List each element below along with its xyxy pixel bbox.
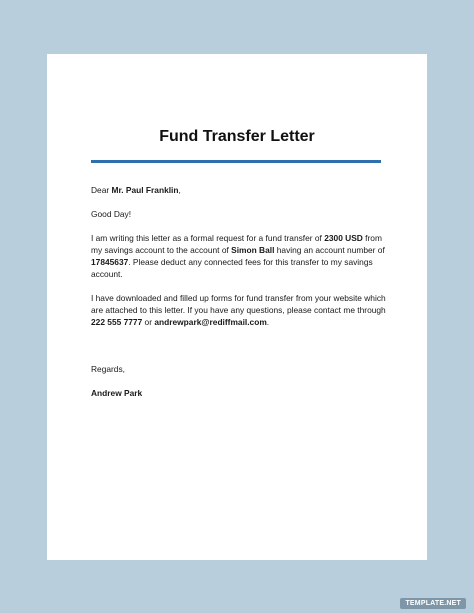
account-number: 17845637 [91,257,129,267]
greeting: Good Day! [91,209,132,219]
para2-text-3: . [266,317,270,327]
para2-text-1: I have downloaded and filled up forms for fund transfer from your website which are attached to this letter. If you have any questions, please contact me through [91,293,386,315]
title-underline [91,160,381,163]
para1-text-1: I am writing this letter as a formal request for a fund transfer of [91,233,325,243]
para1-text-2: from my savings account to the account of [91,233,382,255]
para2-text-2: or [142,317,155,327]
closing: Regards, [91,364,125,374]
account-holder: Simon Ball [231,245,275,255]
signer-name-text: Andrew Park [91,388,143,398]
para1-text-4: . Please deduct any connected fees for this transfer to my savings account. [91,257,373,279]
para1-text-3: having an account number of [274,245,385,255]
transfer-amount: 2300 USD [324,233,363,243]
recipient-name: Mr. Paul Franklin [111,185,179,195]
paragraph-contact [91,292,387,328]
spacer [91,340,387,363]
letter-page [47,54,427,560]
signer-name [91,387,387,399]
salutation-prefix: Dear [91,185,112,195]
salutation [91,184,387,196]
contact-email: andrewpark@rediffmail.com [154,317,267,327]
paragraph-request [91,232,387,280]
contact-phone: 222 555 7777 [91,317,143,327]
template-watermark: TEMPLATE.NET [400,598,466,609]
letter-body [91,184,387,411]
salutation-suffix: , [178,185,181,195]
letter-title: Fund Transfer Letter [159,128,315,145]
